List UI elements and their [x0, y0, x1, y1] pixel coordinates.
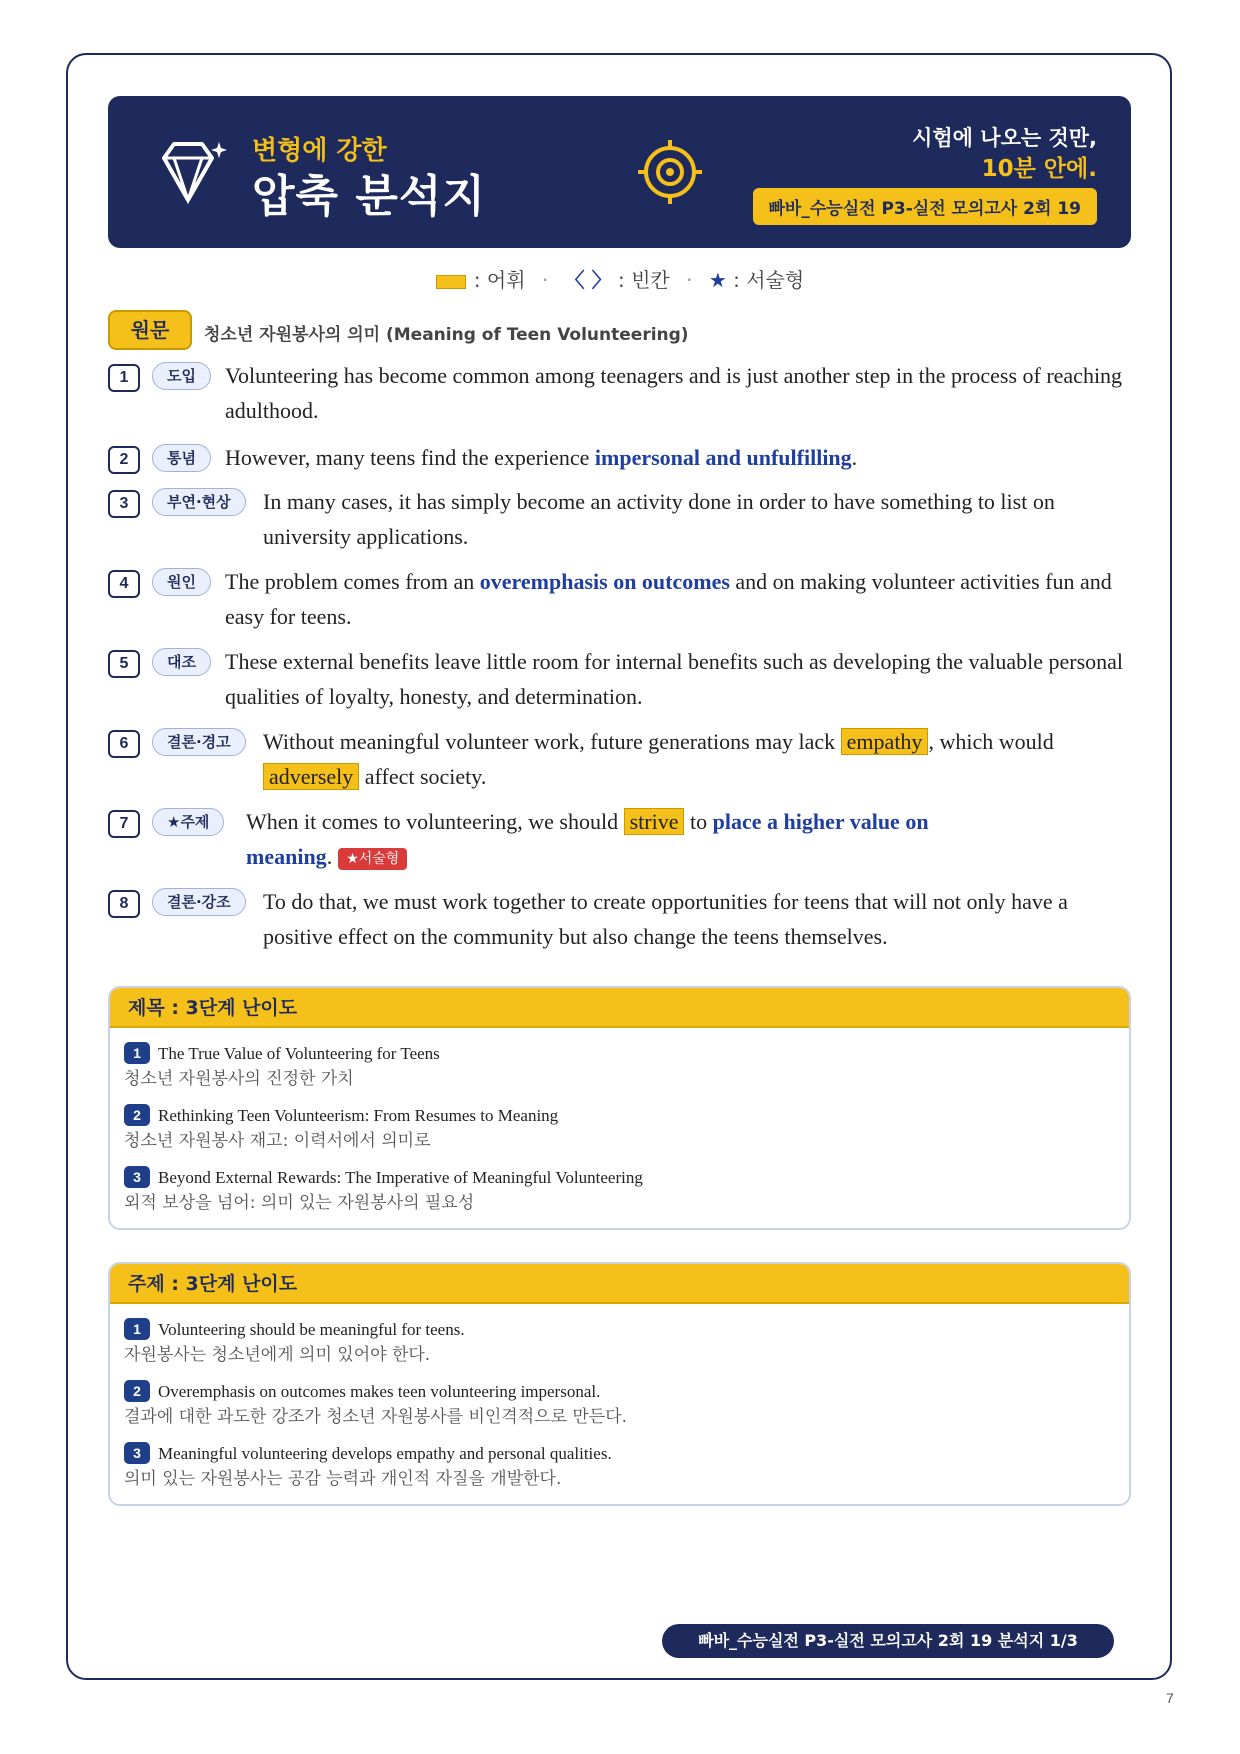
sentence-number: 6 — [108, 730, 140, 758]
sentence-number: 1 — [108, 364, 140, 392]
option-number: 3 — [124, 1442, 150, 1464]
key-phrase: impersonal and unfulfilling — [594, 445, 852, 470]
sentence-4 — [108, 568, 1128, 634]
option-english: Beyond External Rewards: The Imperative of Meaningful Volunteering — [158, 1168, 643, 1187]
sentence-number: 3 — [108, 490, 140, 518]
legend — [0, 264, 1240, 293]
vocab-word: strive — [624, 808, 685, 835]
theme-option — [110, 1442, 1129, 1492]
sentence-6 — [108, 728, 1128, 794]
page-number: 7 — [1166, 1690, 1174, 1706]
sentence-text: To do that, we must work together to create opportunities for teens that will not only have a positive effect on the community but also change the teens themselves. — [263, 889, 1068, 949]
option-number: 3 — [124, 1166, 150, 1188]
sentence-tag: 결론·강조 — [152, 888, 246, 916]
source-title: 청소년 자원봉사의 의미 (Meaning of Teen Volunteering) — [204, 325, 689, 345]
option-number: 2 — [124, 1380, 150, 1402]
legend-separator: · — [541, 268, 549, 292]
sentence-number: 7 — [108, 810, 140, 838]
sentence-tag: 통념 — [152, 444, 211, 472]
option-number: 1 — [124, 1318, 150, 1340]
sentence-1 — [108, 362, 1128, 428]
title-option — [110, 1166, 1129, 1216]
sentence-text: Without meaningful volunteer work, future generations may lack empathy , which would adversely affect society. — [263, 729, 1054, 789]
sentence-7 — [108, 808, 1128, 874]
sentence-tag: 부연·현상 — [152, 488, 246, 516]
title-option — [110, 1042, 1129, 1092]
option-korean: 자원봉사는 청소년에게 의미 있어야 한다. — [124, 1345, 431, 1365]
option-korean: 의미 있는 자원봉사는 공감 능력과 개인적 자질을 개발한다. — [124, 1469, 562, 1489]
option-korean: 청소년 자원봉사의 진정한 가치 — [124, 1069, 354, 1089]
option-korean: 외적 보상을 넘어: 의미 있는 자원봉사의 필요성 — [124, 1193, 475, 1213]
option-english: Meaningful volunteering develops empathy and personal qualities. — [158, 1444, 612, 1463]
sentence-tag: 원인 — [152, 568, 211, 596]
sentence-text: When it comes to volunteering, we should strive to place a higher value on meaning. ★서술형 — [246, 809, 929, 869]
sentence-text: The problem comes from an overemphasis on outcomes and on making volunteer activities fun and easy for teens. — [225, 569, 1112, 629]
legend-essay: : 서술형 — [733, 268, 805, 292]
legend-star-icon: ★ — [708, 268, 727, 292]
footer-source-pill: 빠바_수능실전 P3-실전 모의고사 2회 19 분석지 1/3 — [662, 1624, 1114, 1658]
option-number: 2 — [124, 1104, 150, 1126]
sentence-tag: ★주제 — [152, 808, 224, 836]
essay-badge: ★서술형 — [338, 848, 407, 870]
option-korean: 청소년 자원봉사 재고: 이력서에서 의미로 — [124, 1131, 431, 1151]
theme-box-heading: 주제 : 3단계 난이도 — [110, 1264, 1129, 1304]
vocab-word: empathy — [841, 728, 929, 755]
theme-option — [110, 1380, 1129, 1430]
sentence-tag: 결론·경고 — [152, 728, 246, 756]
legend-blank-symbol: 〈 〉 — [564, 268, 612, 292]
theme-option — [110, 1318, 1129, 1368]
diamond-icon — [156, 140, 228, 204]
sentence-number: 2 — [108, 446, 140, 474]
option-english: Volunteering should be meaningful for teens. — [158, 1320, 465, 1339]
title-option — [110, 1104, 1129, 1154]
header-tagline-2: 10분 안에. — [981, 156, 1097, 182]
header-banner — [108, 96, 1131, 248]
sentence-tag: 도입 — [152, 362, 211, 390]
vocab-word: adversely — [263, 763, 359, 790]
sentence-tag: 대조 — [152, 648, 211, 676]
sentence-3 — [108, 488, 1128, 554]
header-source-badge: 빠바_수능실전 P3-실전 모의고사 2회 19 — [753, 188, 1098, 225]
sentence-text: Volunteering has become common among teenagers and is just another step in the process of reaching adulthood. — [225, 363, 1123, 423]
legend-vocab: : 어휘 — [473, 268, 526, 292]
key-phrase: place a higher value on meaning — [246, 809, 929, 869]
sentence-number: 4 — [108, 570, 140, 598]
option-number: 1 — [124, 1042, 150, 1064]
target-icon — [636, 138, 704, 206]
vocab-swatch-icon — [436, 275, 466, 289]
title-box — [108, 986, 1131, 1230]
sentence-text: In many cases, it has simply become an activity done in order to have something to list on university applications. — [263, 489, 1055, 549]
sentence-text: These external benefits leave little room for internal benefits such as developing the valuable personal qualities of loyalty, honesty, and determination. — [225, 649, 1124, 709]
sentence-8 — [108, 888, 1128, 954]
theme-box — [108, 1262, 1131, 1506]
sentence-number: 5 — [108, 650, 140, 678]
legend-blank: : 빈칸 — [617, 268, 670, 292]
sentence-5 — [108, 648, 1128, 714]
title-box-heading: 제목 : 3단계 난이도 — [110, 988, 1129, 1028]
option-english: Overemphasis on outcomes makes teen volunteering impersonal. — [158, 1382, 601, 1401]
legend-separator: · — [686, 268, 693, 292]
option-english: The True Value of Volunteering for Teens — [158, 1044, 440, 1063]
option-korean: 결과에 대한 과도한 강조가 청소년 자원봉사를 비인격적으로 만든다. — [124, 1407, 628, 1427]
key-phrase: overemphasis on outcomes — [479, 569, 730, 594]
sentence-number: 8 — [108, 890, 140, 918]
option-english: Rethinking Teen Volunteerism: From Resumes to Meaning — [158, 1106, 559, 1125]
header-tagline-1: 시험에 나오는 것만, — [912, 126, 1097, 150]
header-title: 압축 분석지 — [252, 171, 486, 222]
sentence-2 — [108, 444, 1128, 475]
sentence-text: However, many teens find the experience impersonal and unfulfilling. — [225, 445, 858, 470]
header-subtitle: 변형에 강한 — [252, 136, 387, 166]
source-badge: 원문 — [108, 310, 192, 350]
